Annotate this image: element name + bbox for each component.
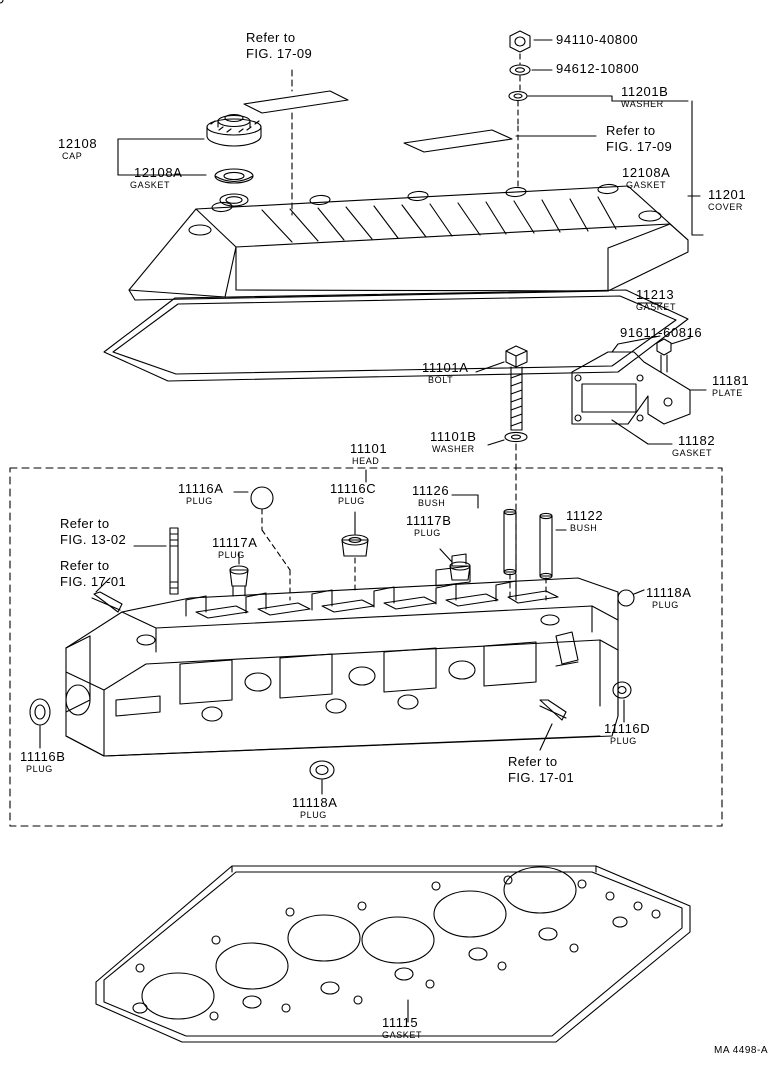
plug-11116c-icon	[342, 535, 368, 556]
ref-fig-17-01-left: Refer to FIG. 17-01	[60, 558, 127, 589]
ref-fig-17-09-top: Refer to FIG. 17-09	[246, 30, 313, 61]
part-11126: 11126	[412, 483, 450, 498]
part-11101a-desc: BOLT	[428, 375, 454, 385]
bolt-washer-icon	[505, 432, 527, 441]
part-11182-desc: GASKET	[672, 448, 713, 458]
plug-11116d-icon	[613, 682, 631, 698]
part-11126-desc: BUSH	[418, 498, 446, 508]
part-11213-desc: GASKET	[636, 302, 677, 312]
part-11181-desc: PLATE	[712, 388, 743, 398]
part-11116d: 11116D	[604, 721, 651, 736]
part-11116a-top-desc: PLUG	[186, 496, 213, 506]
cover-gasket-icon	[104, 287, 688, 381]
oil-filler-cap-icon	[207, 115, 261, 147]
part-11116d-desc: PLUG	[610, 736, 637, 746]
part-12108a-desc: GASKET	[130, 180, 171, 190]
part-11201: 11201	[708, 187, 747, 202]
part-11101b: 11101B	[430, 429, 477, 444]
plug-11118a-icon	[618, 590, 634, 606]
cylinder-head-icon	[66, 554, 618, 756]
part-11101b-desc: WASHER	[432, 444, 475, 454]
nut-94110-icon	[510, 31, 530, 52]
plug-11118a-bottom-icon	[310, 761, 334, 779]
part-11116c-desc: PLUG	[338, 496, 365, 506]
part-11118a-right: 11118A	[646, 585, 692, 600]
part-11116c: 11116C	[330, 481, 377, 496]
valve-cover-icon	[129, 184, 688, 300]
part-11201b: 11201B	[621, 84, 669, 99]
part-11115: 11115	[382, 1015, 419, 1030]
diagram-code: MA 4498-A	[714, 1045, 768, 1056]
part-12108-desc: CAP	[62, 151, 83, 161]
part-11117b-desc: PLUG	[414, 528, 441, 538]
part-11182: 11182	[678, 433, 716, 448]
part-11117b: 11117B	[406, 513, 452, 528]
part-11118a-bottom-desc: PLUG	[300, 810, 327, 820]
part-11115-desc: GASKET	[382, 1030, 423, 1040]
part-94110-40800: 94110-40800	[556, 32, 639, 47]
washer-94612-icon	[510, 65, 530, 75]
part-11117a-desc: PLUG	[218, 550, 245, 560]
ref-fig-13-02: Refer to FIG. 13-02	[60, 516, 127, 547]
part-12108: 12108	[58, 136, 98, 151]
bush-11122-icon	[540, 513, 552, 578]
part-11201-desc: COVER	[708, 202, 744, 212]
cap-gasket-icon	[215, 169, 253, 183]
plug-11116a-icon	[251, 487, 273, 509]
bush-11126-icon	[504, 509, 516, 574]
part-11117a: 11117A	[212, 535, 258, 550]
part-11122-desc: BUSH	[570, 523, 598, 533]
bolt-91611-icon	[657, 339, 671, 372]
stud-1701-icon	[92, 592, 122, 612]
plug-11117b-icon	[450, 562, 470, 580]
plug-11117a-icon	[230, 566, 248, 596]
head-bolt-icon	[506, 346, 527, 430]
part-11213: 11213	[636, 287, 675, 302]
part-12108a: 12108A	[134, 165, 183, 180]
part-12108a-right: 12108A	[622, 165, 671, 180]
washer-11201b-icon	[509, 92, 527, 101]
stud-1302-icon	[170, 528, 178, 594]
part-11201b-desc: WASHER	[621, 99, 664, 109]
ref-fig-17-09-right: Refer to FIG. 17-09	[606, 123, 673, 154]
plug-11116b-icon	[30, 699, 50, 725]
part-11181: 11181	[712, 373, 750, 388]
part-11116b: 11116B	[20, 749, 66, 764]
part-11118a-right-desc: PLUG	[652, 600, 679, 610]
part-11101-desc: HEAD	[352, 456, 380, 466]
part-11101: 11101	[350, 441, 388, 456]
part-12108a-right-desc: GASKET	[626, 180, 667, 190]
ref-fig-17-01-center: Refer to FIG. 17-01	[508, 754, 575, 785]
part-91611-60816: 91611-60816	[620, 325, 703, 340]
part-11122: 11122	[566, 508, 604, 523]
part-11116b-desc: PLUG	[26, 764, 53, 774]
part-11118a-bottom: 11118A	[292, 795, 338, 810]
stud-1701-center-icon	[540, 700, 566, 720]
part-94612-10800: 94612-10800	[556, 61, 640, 76]
part-11101a: 11101A	[422, 360, 469, 375]
part-11116a-top: 11116A	[178, 481, 224, 496]
